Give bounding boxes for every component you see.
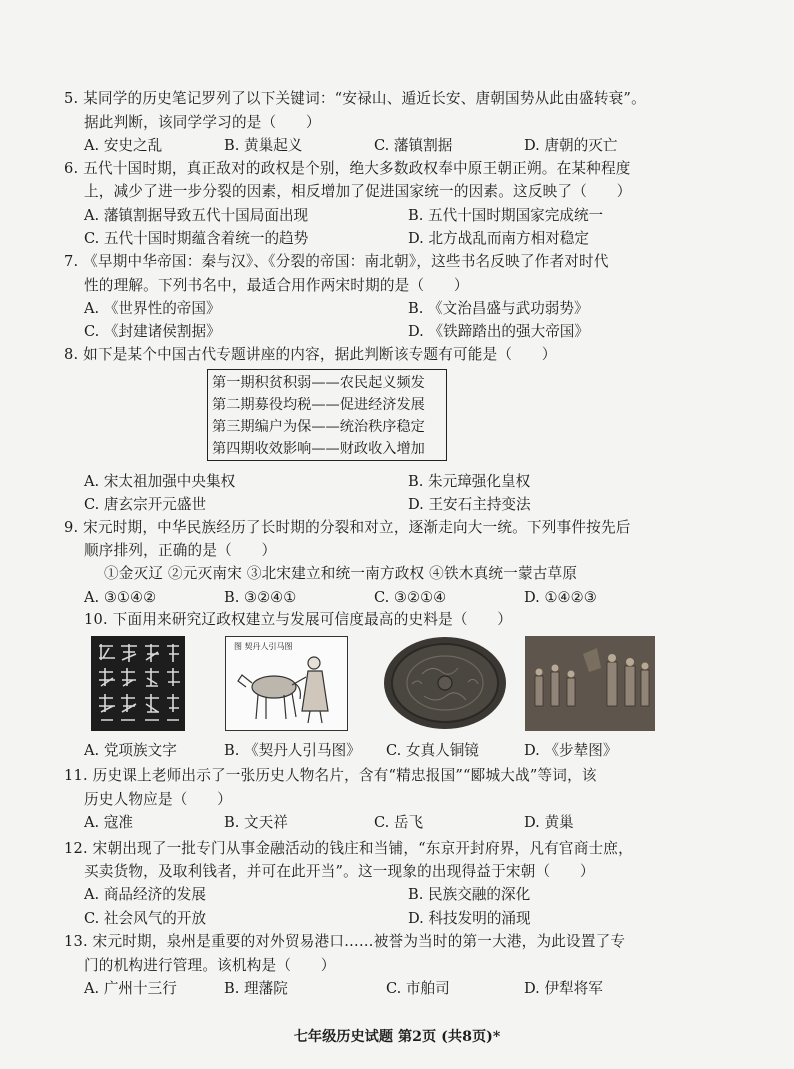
q8-box-line: 第一期积贫积弱——农民起义频发 <box>212 375 425 391</box>
q6-option-b: B. 五代十国时期国家完成统一 <box>408 207 604 224</box>
q9-stem-line1: 9. 宋元时期，中华民族经历了长时期的分裂和对立，逐渐走向大一统。下列事件按先后 <box>64 519 631 536</box>
q11-stem-line1: 11. 历史课上老师出示了一张历史人物名片，含有“精忠报国”“郾城大战”等词，该 <box>64 767 597 784</box>
q10-option-d: D. 《步辇图》 <box>524 742 618 759</box>
q12-options-row1 <box>84 885 754 905</box>
q5-option-b: B. 黄巢起义 <box>224 137 303 154</box>
page-footer: 七年级历史试题 第2页 (共8页)* <box>293 1029 501 1045</box>
q8-option-d: D. 王安石主持变法 <box>408 496 531 513</box>
q7-stem-line2: 性的理解。下列书名中，最适合用作两宋时期的是（ ） <box>84 277 469 294</box>
q7-stem-line1: 7. 《早期中华帝国：秦与汉》、《分裂的帝国：南北朝》，这些书名反映了作者对时代 <box>64 253 609 270</box>
q6-stem-line2: 上，减少了进一步分裂的因素，相反增加了促进国家统一的因素。这反映了（ ） <box>84 183 632 200</box>
q6-option-c: C. 五代十国时期蕴含着统一的趋势 <box>84 230 309 247</box>
q7-options-row1 <box>84 299 754 319</box>
q7-option-a: A. 《世界性的帝国》 <box>84 300 221 317</box>
q9-option-a: A. ③①④② <box>84 589 157 606</box>
q12-option-b: B. 民族交融的深化 <box>408 886 531 903</box>
q12-option-a: A. 商品经济的发展 <box>84 886 206 903</box>
q7-option-c: C. 《封建诸侯割据》 <box>84 323 221 340</box>
q9-option-b: B. ③②④① <box>224 589 297 606</box>
q9-option-d: D. ①④②③ <box>524 589 597 606</box>
q6-stem-line1: 6. 五代十国时期，真正敌对的政权是个别，绝大多数政权奉中原王朝正朔。在某种程度 <box>64 160 631 177</box>
q10-stem: 10. 下面用来研究辽政权建立与发展可信度最高的史料是（ ） <box>84 611 513 628</box>
tangut-script-image <box>91 636 185 731</box>
q11-stem-line2: 历史人物应是（ ） <box>84 791 232 808</box>
q8-options-row1 <box>84 472 754 492</box>
q10-option-c: C. 女真人铜镜 <box>386 742 479 759</box>
khitan-leading-horse-image <box>225 636 348 731</box>
q11-options <box>84 813 754 833</box>
q7-options-row2 <box>84 322 754 342</box>
q8-option-c: C. 唐玄宗开元盛世 <box>84 496 207 513</box>
q13-option-b: B. 理藩院 <box>224 980 288 997</box>
image-caption: 图 契丹人引马图 <box>234 642 293 651</box>
q7-option-d: D. 《铁蹄踏出的强大帝国》 <box>408 323 589 340</box>
q5-option-d: D. 唐朝的灭亡 <box>524 137 618 154</box>
q10-option-a: A. 党项族文字 <box>84 742 177 759</box>
q10-options <box>84 741 754 761</box>
q13-stem-line2: 门的机构进行管理。该机构是（ ） <box>84 957 336 974</box>
q12-option-d: D. 科技发明的涌现 <box>408 910 531 927</box>
q11-option-d: D. 黄巢 <box>524 814 574 831</box>
q6-option-d: D. 北方战乱而南方相对稳定 <box>408 230 589 247</box>
q8-box-line: 第三期编户为保——统治秩序稳定 <box>212 419 425 435</box>
q6-options-row1 <box>84 206 754 226</box>
q8-box-line: 第二期募役均税——促进经济发展 <box>212 397 425 413</box>
q10-option-b: B. 《契丹人引马图》 <box>224 742 361 759</box>
q12-option-c: C. 社会风气的开放 <box>84 910 207 927</box>
q6-options-row2 <box>84 229 754 249</box>
q8-option-b: B. 朱元璋强化皇权 <box>408 473 531 490</box>
q8-box-line: 第四期收效影响——财政收入增加 <box>212 441 425 457</box>
q8-lecture-box <box>207 369 447 461</box>
q8-option-a: A. 宋太祖加强中央集权 <box>84 473 236 490</box>
q12-options-row2 <box>84 909 754 929</box>
q6-option-a: A. 藩镇割据导致五代十国局面出现 <box>84 207 309 224</box>
q13-stem-line1: 13. 宋元时期，泉州是重要的对外贸易港口……被誉为当时的第一大港，为此设置了专 <box>64 933 626 950</box>
q12-stem-line2: 买卖货物，及取利钱者，并可在此开当”。这一现象的出现得益于宋朝（ ） <box>84 863 595 880</box>
q5-options <box>84 136 754 156</box>
q9-events: ①金灭辽 ②元灭南宋 ③北宋建立和统一南方政权 ④铁木真统一蒙古草原 <box>104 565 578 582</box>
q9-options <box>84 588 754 608</box>
q8-stem: 8. 如下是某个中国古代专题讲座的内容，据此判断该专题有可能是（ ） <box>64 346 557 363</box>
q5-option-a: A. 安史之乱 <box>84 137 163 154</box>
q13-options <box>84 979 754 999</box>
q13-option-a: A. 广州十三行 <box>84 980 177 997</box>
q5-stem-line2: 据此判断，该同学学习的是（ ） <box>84 114 321 131</box>
q8-options-row2 <box>84 495 754 515</box>
q11-option-a: A. 寇准 <box>84 814 134 831</box>
q7-option-b: B. 《文治昌盛与武功弱势》 <box>408 300 589 317</box>
q11-option-c: C. 岳飞 <box>374 814 424 831</box>
q9-stem-line2: 顺序排列，正确的是（ ） <box>84 542 277 559</box>
q5-option-c: C. 藩镇割据 <box>374 137 453 154</box>
q13-option-d: D. 伊犁将军 <box>524 980 603 997</box>
q9-option-c: C. ③②①④ <box>374 589 447 606</box>
jurchen-bronze-mirror-image <box>382 636 509 731</box>
bunian-painting-image <box>525 636 655 731</box>
q13-option-c: C. 市舶司 <box>386 980 450 997</box>
q12-stem-line1: 12. 宋朝出现了一批专门从事金融活动的钱庄和当铺，“东京开封府界，凡有官商士庶， <box>64 840 633 857</box>
q5-stem-line1: 5. 某同学的历史笔记罗列了以下关键词：“安禄山、遁近长安、唐朝国势从此由盛转衰”。 <box>64 90 646 107</box>
q11-option-b: B. 文天祥 <box>224 814 288 831</box>
